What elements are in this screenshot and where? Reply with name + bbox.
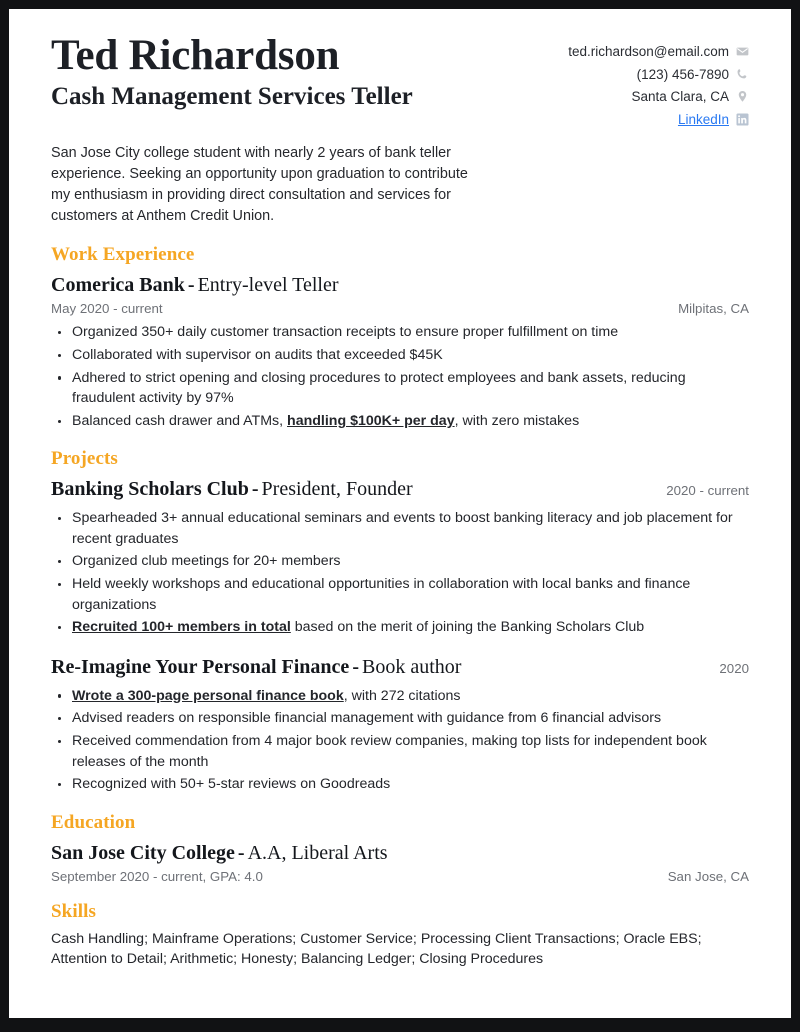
education-entry-separator: - <box>237 841 245 864</box>
project-entry <box>51 654 749 795</box>
list-item <box>51 708 749 728</box>
work-entry-org: Comerica Bank <box>51 274 185 297</box>
work-entry-bullets <box>51 322 749 431</box>
work-entry-head <box>51 272 749 298</box>
education-entry-meta <box>51 869 749 884</box>
project-entry-date: 2020 - current <box>666 483 749 499</box>
bullet-text: Organized club meetings for 20+ members <box>72 553 341 570</box>
list-item <box>51 574 749 615</box>
work-entry-location: Milpitas, CA <box>678 301 749 317</box>
bullet-emphasis: handling $100K+ per day <box>287 413 455 430</box>
education-entry-heading <box>51 840 388 866</box>
envelope-icon <box>736 45 749 58</box>
bullet-emphasis: Wrote a 300-page personal finance book <box>72 687 344 704</box>
skills-list: Cash Handling; Mainframe Operations; Customer Service; Processing Client Transactions; Oracle EBS; Attention to Detail; Arithmetic; Honesty; Balancing Ledger; Closing Procedures <box>51 930 702 968</box>
bullet-text: Organized 350+ daily customer transaction receipts to ensure proper fulfillment on time <box>72 324 619 341</box>
section-title-projects: Projects <box>51 448 118 470</box>
list-item <box>51 322 749 342</box>
bullet-text-tail: , with 272 citations <box>343 687 461 704</box>
project-entry-separator: - <box>251 478 259 501</box>
professional-summary: San Jose City college student with nearly 2 years of bank teller experience. Seeking an opportunity upon graduation to contribute my enthusiasm in providing direct consultation and services for customers at Anthem Credit Union. <box>51 145 468 225</box>
project-entry-bullets <box>51 508 749 637</box>
project-entry-date: 2020 <box>719 660 749 676</box>
bullet-text: Held weekly workshops and educational opportunities in collaboration with local banks and finance organizations <box>72 576 691 613</box>
bullet-text: Collaborated with supervisor on audits that exceeded $45K <box>72 347 443 364</box>
education-entry-location: San Jose, CA <box>667 868 749 884</box>
project-entry-role: President, Founder <box>261 478 413 501</box>
bullet-text-tail: based on the merit of joining the Banking Scholars Club <box>290 619 645 636</box>
bullet-text: Spearheaded 3+ annual educational seminars and events to boost banking literacy and job placement for recent graduates <box>72 510 733 547</box>
list-item <box>51 686 749 706</box>
candidate-job-title: Cash Management Services Teller <box>51 82 413 110</box>
contact-block <box>568 33 749 129</box>
bullet-text-tail: , with zero mistakes <box>454 413 580 430</box>
list-item <box>51 731 749 772</box>
bullet-text: Adhered to strict opening and closing procedures to protect employees and bank assets, reducing fraudulent activity by 97% <box>72 369 686 407</box>
project-entry-org: Banking Scholars Club <box>51 478 249 501</box>
list-item <box>51 774 749 794</box>
work-entry-meta <box>51 301 749 316</box>
project-entry-separator: - <box>352 655 359 678</box>
identity-block <box>51 33 568 111</box>
work-entry <box>51 272 749 431</box>
contact-email-row[interactable] <box>568 42 749 62</box>
work-entry-date: May 2020 - current <box>51 301 163 317</box>
bullet-text: Balanced cash drawer and ATMs, <box>72 413 288 430</box>
education-entry-head <box>51 840 749 866</box>
location-pin-icon <box>736 90 749 103</box>
bullet-text: Recognized with 50+ 5-star reviews on Goodreads <box>72 776 391 793</box>
project-entry <box>51 476 749 637</box>
work-entry-separator: - <box>187 274 195 297</box>
resume-header <box>51 33 749 129</box>
bullet-emphasis: Recruited 100+ members in total <box>72 619 291 636</box>
education-entry-date-gpa: September 2020 - current, GPA: 4.0 <box>51 868 263 884</box>
list-item <box>51 368 749 409</box>
bullet-text: Received commendation from 4 major book review companies, making top lists for independent book releases of the month <box>72 733 707 770</box>
project-entry-heading <box>51 476 413 502</box>
section-projects <box>51 448 749 794</box>
list-item <box>51 617 749 637</box>
section-title-work-experience: Work Experience <box>51 244 195 266</box>
education-entry-school: San Jose City College <box>51 841 235 864</box>
section-title-skills: Skills <box>51 900 96 922</box>
project-entry-role: Book author <box>361 655 462 678</box>
phone-icon <box>736 68 749 81</box>
section-work-experience <box>51 244 749 431</box>
linkedin-link[interactable]: LinkedIn <box>677 111 729 127</box>
contact-email-text: ted.richardson@email.com <box>568 44 729 59</box>
section-title-education: Education <box>51 811 136 833</box>
contact-linkedin-row[interactable] <box>678 110 749 130</box>
list-item <box>51 345 749 365</box>
work-entry-heading <box>51 272 339 298</box>
project-entry-bullets <box>51 686 749 795</box>
project-entry-heading <box>51 654 461 680</box>
candidate-name: Ted Richardson <box>51 32 340 79</box>
work-entry-role: Entry-level Teller <box>197 274 339 297</box>
list-item <box>51 508 749 549</box>
project-entry-org: Re-Imagine Your Personal Finance <box>51 655 350 678</box>
contact-location-row[interactable] <box>631 87 749 107</box>
bullet-text: Advised readers on responsible financial management with guidance from 6 financial advisors <box>72 710 662 727</box>
list-item <box>51 411 749 431</box>
contact-location-text: Santa Clara, CA <box>631 89 729 105</box>
contact-phone-row[interactable] <box>637 65 749 85</box>
section-education <box>51 812 749 884</box>
linkedin-icon <box>736 113 749 126</box>
contact-phone-text: (123) 456-7890 <box>636 66 729 82</box>
list-item <box>51 551 749 571</box>
resume-page <box>9 9 791 1018</box>
education-entry-degree: A.A, Liberal Arts <box>247 841 388 864</box>
education-entry <box>51 840 749 884</box>
project-entry-head <box>51 654 749 680</box>
section-skills <box>51 901 749 970</box>
project-entry-head <box>51 476 749 502</box>
